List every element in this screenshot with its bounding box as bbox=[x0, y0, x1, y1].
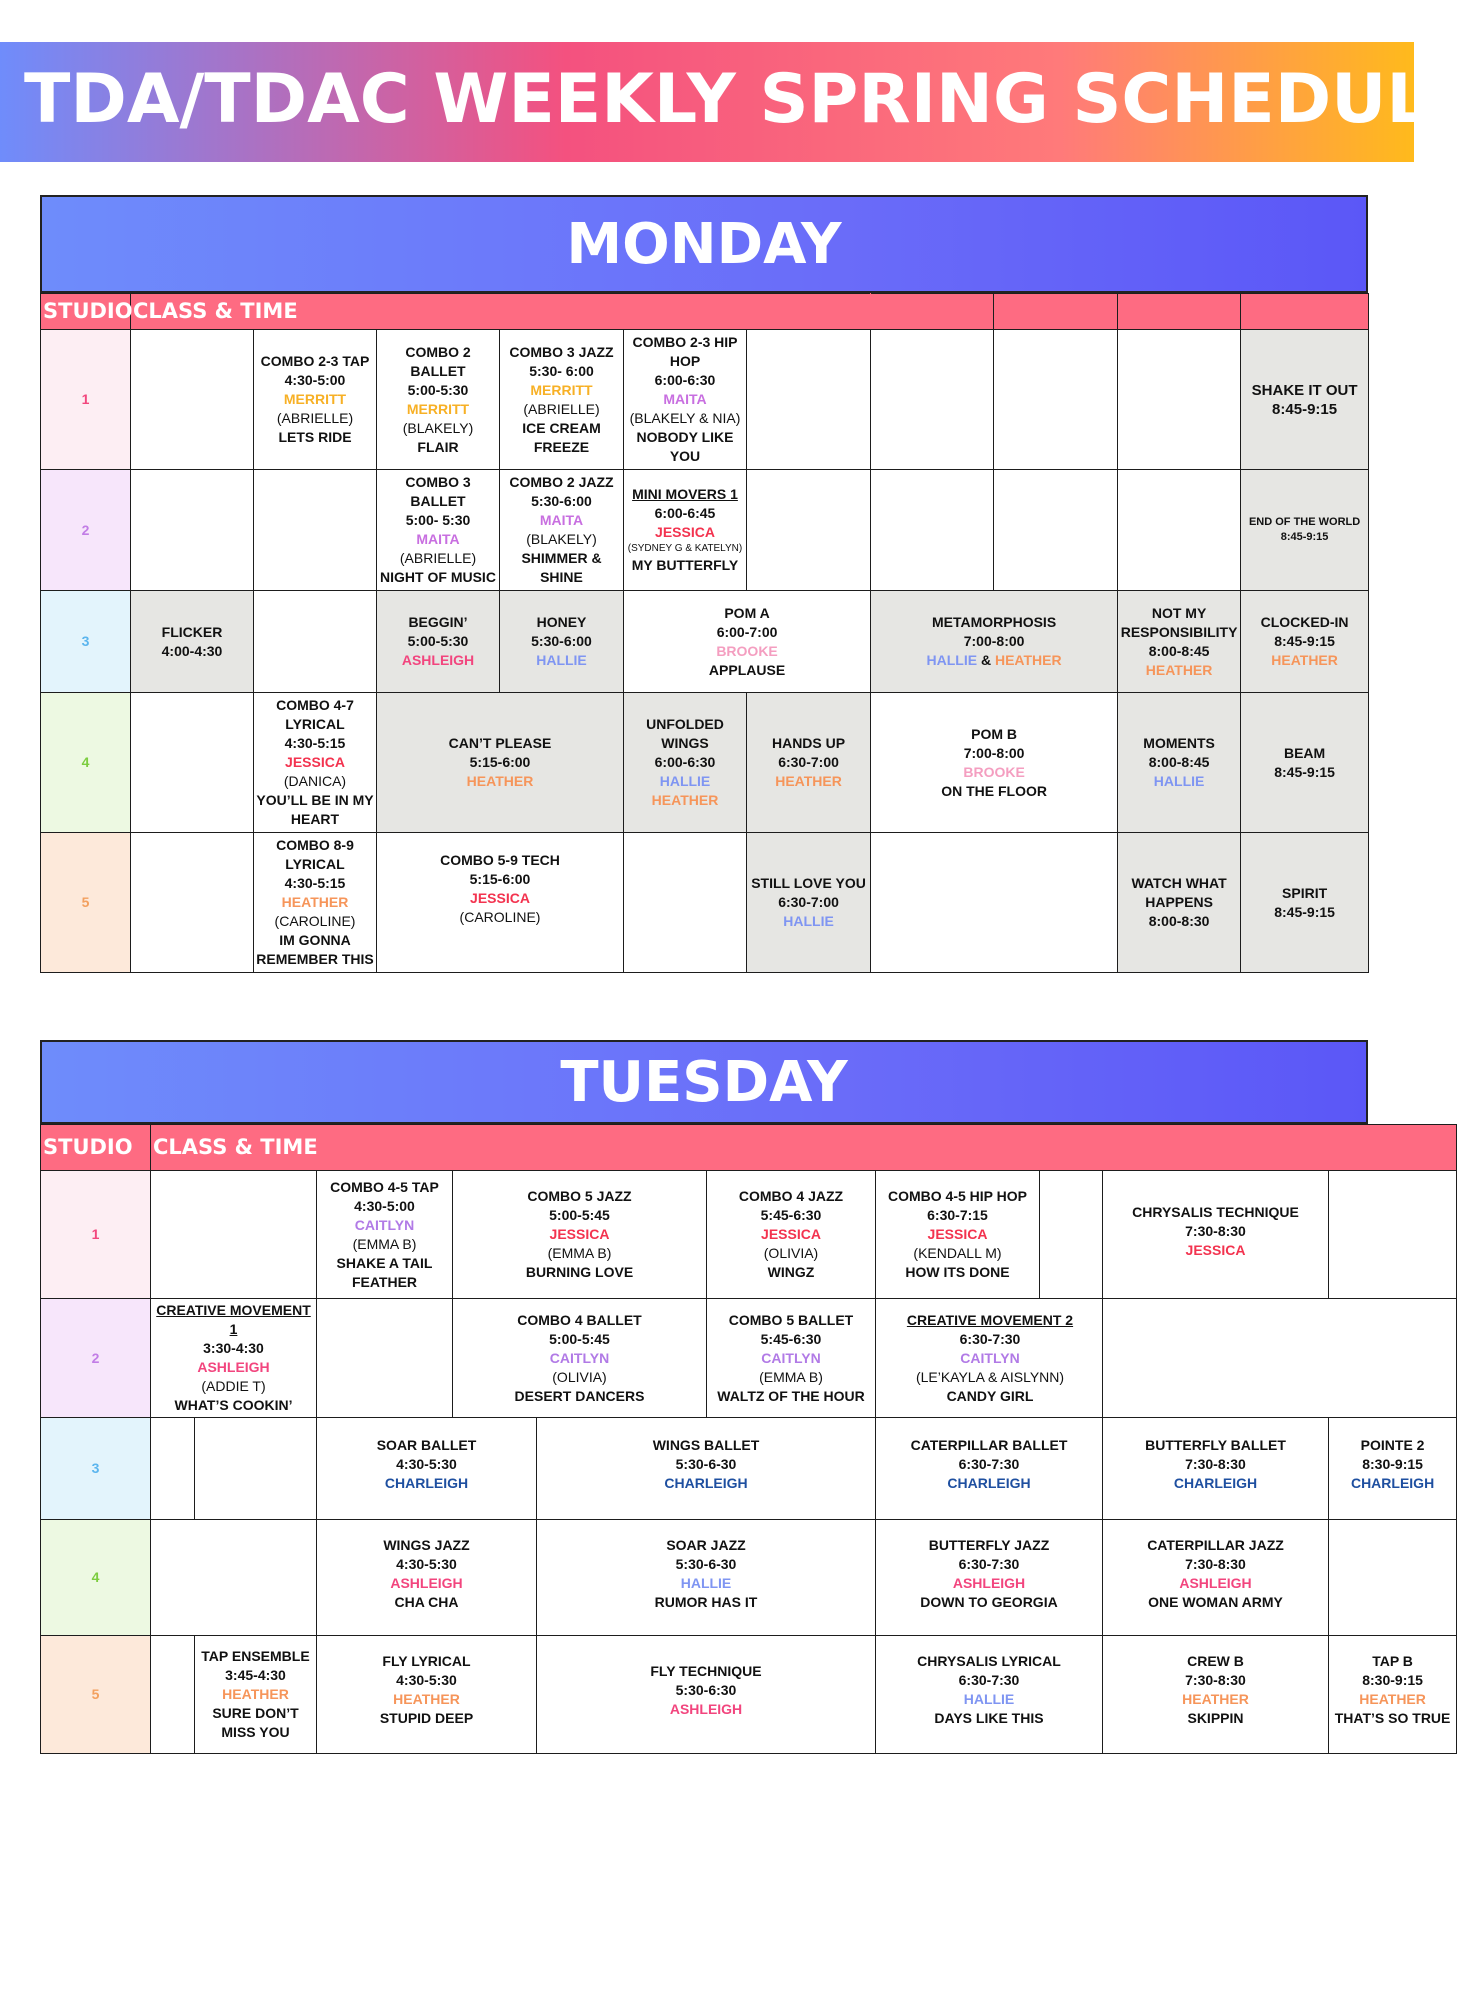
header-row bbox=[41, 294, 1369, 330]
class-cell: COMBO 5 BALLET 5:45-6:30 CAITLYN (EMMA B) WALTZ OF THE HOUR bbox=[707, 1299, 876, 1418]
header-row bbox=[41, 1125, 1457, 1171]
header-cell bbox=[994, 294, 1118, 330]
empty-slot bbox=[994, 470, 1118, 591]
empty-slot bbox=[195, 1418, 317, 1520]
class-cell: HANDS UP 6:30-7:00 HEATHER bbox=[747, 693, 871, 833]
class-cell: HONEY 5:30-6:00 HALLIE bbox=[500, 591, 624, 693]
class-cell: BEGGIN’ 5:00-5:30 ASHLEIGH bbox=[377, 591, 500, 693]
studio-header: STUDIO bbox=[41, 1125, 151, 1171]
studio-number: 4 bbox=[41, 693, 131, 833]
studio-number: 2 bbox=[41, 470, 131, 591]
instructor: HEATHER bbox=[281, 894, 349, 910]
empty-slot bbox=[994, 330, 1118, 470]
day-title: MONDAY bbox=[566, 211, 842, 277]
instructor: CHARLEIGH bbox=[1173, 1475, 1258, 1491]
empty-slot bbox=[317, 1299, 453, 1418]
monday-schedule bbox=[40, 195, 1368, 973]
instructor: CHARLEIGH bbox=[1350, 1475, 1435, 1491]
class-cell: WINGS JAZZ 4:30-5:30 ASHLEIGH CHA CHA bbox=[317, 1520, 537, 1636]
class-cell: TAP ENSEMBLE 3:45-4:30 HEATHER SURE DON’T MISS YOU bbox=[195, 1636, 317, 1754]
class-cell: POINTE 2 8:30-9:15 CHARLEIGH bbox=[1329, 1418, 1457, 1520]
studio-row-2 bbox=[41, 470, 1369, 591]
class-cell: BEAM 8:45-9:15 bbox=[1241, 693, 1369, 833]
instructor: MERRITT bbox=[406, 400, 470, 417]
class-cell: CREATIVE MOVEMENT 2 6:30-7:30 CAITLYN (LE’KAYLA & AISLYNN) CANDY GIRL bbox=[876, 1299, 1103, 1418]
studio-row-2 bbox=[41, 1299, 1457, 1418]
empty-slot bbox=[131, 330, 254, 470]
class-cell: FLY LYRICAL 4:30-5:30 HEATHER STUPID DEEP bbox=[317, 1636, 537, 1754]
class-cell: NOT MY RESPONSIBILITY 8:00-8:45 HEATHER bbox=[1118, 591, 1241, 693]
instructor: JESSICA bbox=[470, 890, 530, 906]
instructor: CAITLYN bbox=[960, 1349, 1020, 1366]
instructor: MERRITT bbox=[530, 381, 593, 398]
class-cell: MINI MOVERS 1 6:00-6:45 JESSICA (SYDNEY G & KATELYN) MY BUTTERFLY bbox=[624, 470, 747, 591]
studio-row-5 bbox=[41, 1636, 1457, 1754]
instructor: HEATHER bbox=[994, 652, 1062, 668]
class-cell: COMBO 4-5 HIP HOP 6:30-7:15 JESSICA (KENDALL M) HOW ITS DONE bbox=[876, 1171, 1040, 1299]
class-cell: CREATIVE MOVEMENT 1 3:30-4:30 ASHLEIGH (ADDIE T) WHAT’S COOKIN’ bbox=[151, 1299, 317, 1418]
studio-number: 1 bbox=[41, 1171, 151, 1299]
studio-row-3 bbox=[41, 591, 1369, 693]
instructor: MAITA bbox=[539, 512, 584, 528]
empty-slot bbox=[151, 1636, 195, 1754]
day-title: TUESDAY bbox=[560, 1049, 848, 1115]
class-cell: CHRYSALIS TECHNIQUE 7:30-8:30 JESSICA bbox=[1103, 1171, 1329, 1299]
studio-row-4 bbox=[41, 1520, 1457, 1636]
class-cell: WATCH WHAT HAPPENS 8:00-8:30 bbox=[1118, 833, 1241, 973]
studio-number: 3 bbox=[41, 1418, 151, 1520]
empty-slot bbox=[1103, 1299, 1457, 1418]
tuesday-table bbox=[40, 1124, 1457, 1754]
instructor: ASHLEIGH bbox=[952, 1575, 1026, 1591]
empty-slot bbox=[131, 693, 254, 833]
studio-number: 5 bbox=[41, 1636, 151, 1754]
instructor: HEATHER bbox=[1145, 661, 1213, 678]
class-cell: CLOCKED-IN 8:45-9:15 HEATHER bbox=[1241, 591, 1369, 693]
class-cell: COMBO 5 JAZZ 5:00-5:45 JESSICA (EMMA B) BURNING LOVE bbox=[453, 1171, 707, 1299]
instructor: HALLIE bbox=[926, 652, 978, 668]
class-cell: COMBO 4 BALLET 5:00-5:45 CAITLYN (OLIVIA) DESERT DANCERS bbox=[453, 1299, 707, 1418]
instructor: HALLIE bbox=[680, 1575, 732, 1591]
empty-slot bbox=[131, 833, 254, 973]
page-title: TDA/TDAC WEEKLY SPRING SCHEDULE bbox=[24, 60, 1476, 139]
class-cell: BUTTERFLY BALLET 7:30-8:30 CHARLEIGH bbox=[1103, 1418, 1329, 1520]
instructor: HEATHER bbox=[1359, 1691, 1426, 1707]
empty-slot bbox=[1329, 1171, 1457, 1299]
class-cell: COMBO 2-3 TAP 4:30-5:00 MERRITT (ABRIELLE) LETS RIDE bbox=[254, 330, 377, 470]
class-time-header: CLASS & TIME bbox=[151, 1125, 1457, 1171]
studio-row-5 bbox=[41, 833, 1369, 973]
class-cell: CHRYSALIS LYRICAL 6:30-7:30 HALLIE DAYS LIKE THIS bbox=[876, 1636, 1103, 1754]
class-cell: COMBO 4-7 LYRICAL 4:30-5:15 JESSICA (DANICA) YOU’LL BE IN MY HEART bbox=[254, 693, 377, 833]
empty-slot bbox=[151, 1418, 195, 1520]
instructor: HEATHER bbox=[222, 1686, 289, 1702]
instructor: CAITLYN bbox=[761, 1349, 821, 1366]
instructor: MERRITT bbox=[283, 391, 347, 407]
empty-slot bbox=[747, 470, 871, 591]
class-cell: SOAR BALLET 4:30-5:30 CHARLEIGH bbox=[317, 1418, 537, 1520]
class-cell: POM B 7:00-8:00 BROOKE ON THE FLOOR bbox=[871, 693, 1118, 833]
class-cell: STILL LOVE YOU 6:30-7:00 HALLIE bbox=[747, 833, 871, 973]
empty-slot bbox=[624, 833, 747, 973]
instructor: HALLIE bbox=[783, 913, 834, 929]
instructor: CAITLYN bbox=[549, 1349, 610, 1366]
empty-slot bbox=[254, 470, 377, 591]
class-cell: CATERPILLAR BALLET 6:30-7:30 CHARLEIGH bbox=[876, 1418, 1103, 1520]
class-cell: COMBO 2 BALLET 5:00-5:30 MERRITT (BLAKELY) FLAIR bbox=[377, 330, 500, 470]
instructor: HALLIE bbox=[536, 652, 587, 668]
class-cell: COMBO 5-9 TECH 5:15-6:00 JESSICA (CAROLINE) bbox=[377, 833, 624, 973]
class-cell: FLICKER 4:00-4:30 bbox=[131, 591, 254, 693]
instructor: ASHLEIGH bbox=[197, 1359, 270, 1375]
studio-row-3 bbox=[41, 1418, 1457, 1520]
header-cell bbox=[871, 294, 994, 330]
instructor: CHARLEIGH bbox=[664, 1475, 748, 1491]
empty-slot bbox=[151, 1520, 317, 1636]
studio-number: 2 bbox=[41, 1299, 151, 1418]
class-cell: SPIRIT 8:45-9:15 bbox=[1241, 833, 1369, 973]
monday-table bbox=[40, 293, 1369, 973]
class-cell: COMBO 3 BALLET 5:00- 5:30 MAITA (ABRIELLE) NIGHT OF MUSIC bbox=[377, 470, 500, 591]
studio-row-1 bbox=[41, 330, 1369, 470]
class-cell: CATERPILLAR JAZZ 7:30-8:30 ASHLEIGH ONE WOMAN ARMY bbox=[1103, 1520, 1329, 1636]
class-cell: FLY TECHNIQUE 5:30-6:30 ASHLEIGH bbox=[537, 1636, 876, 1754]
class-cell: WINGS BALLET 5:30-6-30 CHARLEIGH bbox=[537, 1418, 876, 1520]
class-cell: END OF THE WORLD 8:45-9:15 bbox=[1241, 470, 1369, 591]
empty-slot bbox=[871, 330, 994, 470]
instructor: HEATHER bbox=[1182, 1691, 1249, 1707]
class-cell: MOMENTS 8:00-8:45 HALLIE bbox=[1118, 693, 1241, 833]
class-cell: SOAR JAZZ 5:30-6-30 HALLIE RUMOR HAS IT bbox=[537, 1520, 876, 1636]
class-cell: TAP B 8:30-9:15 HEATHER THAT’S SO TRUE bbox=[1329, 1636, 1457, 1754]
studio-row-4 bbox=[41, 693, 1369, 833]
empty-slot bbox=[871, 470, 994, 591]
instructor: JESSICA bbox=[761, 1226, 821, 1242]
studio-number: 5 bbox=[41, 833, 131, 973]
class-cell: BUTTERFLY JAZZ 6:30-7:30 ASHLEIGH DOWN TO GEORGIA bbox=[876, 1520, 1103, 1636]
instructor: JESSICA bbox=[655, 524, 715, 540]
class-cell: COMBO 4-5 TAP 4:30-5:00 CAITLYN (EMMA B) SHAKE A TAIL FEATHER bbox=[317, 1171, 453, 1299]
instructor: MAITA bbox=[663, 391, 707, 407]
instructor: HALLIE bbox=[963, 1691, 1015, 1707]
class-cell: UNFOLDED WINGS 6:00-6:30 HALLIE HEATHER bbox=[624, 693, 747, 833]
instructor: HEATHER bbox=[466, 773, 534, 789]
class-cell: COMBO 3 JAZZ 5:30- 6:00 MERRITT (ABRIELLE) ICE CREAM FREEZE bbox=[500, 330, 624, 470]
class-cell: CAN’T PLEASE 5:15-6:00 HEATHER bbox=[377, 693, 624, 833]
instructor: JESSICA bbox=[927, 1226, 988, 1242]
header-cell bbox=[1241, 294, 1369, 330]
studio-number: 4 bbox=[41, 1520, 151, 1636]
empty-slot bbox=[1329, 1520, 1457, 1636]
instructor: HALLIE bbox=[659, 773, 711, 789]
monday-header bbox=[40, 195, 1368, 293]
instructor: CHARLEIGH bbox=[947, 1475, 1031, 1491]
tuesday-header bbox=[40, 1040, 1368, 1124]
class-cell: COMBO 2 JAZZ 5:30-6:00 MAITA (BLAKELY) SHIMMER & SHINE bbox=[500, 470, 624, 591]
empty-slot bbox=[131, 470, 254, 591]
class-cell: SHAKE IT OUT 8:45-9:15 bbox=[1241, 330, 1369, 470]
empty-slot bbox=[1040, 1171, 1103, 1299]
class-time-header: CLASS & TIME bbox=[131, 294, 871, 330]
studio-number: 1 bbox=[41, 330, 131, 470]
empty-slot bbox=[254, 591, 377, 693]
class-cell: CREW B 7:30-8:30 HEATHER SKIPPIN bbox=[1103, 1636, 1329, 1754]
instructor: JESSICA bbox=[549, 1226, 610, 1242]
empty-slot bbox=[747, 330, 871, 470]
instructor: JESSICA bbox=[1185, 1242, 1246, 1258]
class-cell: METAMORPHOSIS 7:00-8:00 HALLIE & HEATHER bbox=[871, 591, 1118, 693]
title-banner bbox=[0, 42, 1476, 162]
instructor: BROOKE bbox=[963, 763, 1025, 780]
instructor: HEATHER bbox=[393, 1691, 460, 1707]
studio-row-1 bbox=[41, 1171, 1457, 1299]
empty-slot bbox=[151, 1171, 317, 1299]
instructor: CHARLEIGH bbox=[384, 1475, 469, 1491]
instructor: BROOKE bbox=[716, 642, 778, 659]
instructor: CAITLYN bbox=[354, 1216, 415, 1233]
instructor: HEATHER bbox=[775, 773, 842, 789]
instructor: ASHLEIGH bbox=[390, 1575, 463, 1591]
empty-slot bbox=[1118, 470, 1241, 591]
instructor: HEATHER bbox=[651, 792, 719, 808]
instructor: MAITA bbox=[416, 531, 460, 547]
instructor: ASHLEIGH bbox=[401, 652, 475, 668]
class-cell: COMBO 4 JAZZ 5:45-6:30 JESSICA (OLIVIA) WINGZ bbox=[707, 1171, 876, 1299]
instructor: HALLIE bbox=[1153, 773, 1205, 789]
header-cell bbox=[1118, 294, 1241, 330]
instructor: ASHLEIGH bbox=[669, 1701, 743, 1717]
studio-number: 3 bbox=[41, 591, 131, 693]
empty-slot bbox=[871, 833, 1118, 973]
instructor: JESSICA bbox=[285, 754, 345, 770]
tuesday-schedule bbox=[40, 1040, 1451, 1754]
class-cell: COMBO 8-9 LYRICAL 4:30-5:15 HEATHER (CAROLINE) IM GONNA REMEMBER THIS bbox=[254, 833, 377, 973]
empty-slot bbox=[1118, 330, 1241, 470]
class-cell: COMBO 2-3 HIP HOP 6:00-6:30 MAITA (BLAKELY & NIA) NOBODY LIKE YOU bbox=[624, 330, 747, 470]
class-cell: POM A 6:00-7:00 BROOKE APPLAUSE bbox=[624, 591, 871, 693]
instructor: HEATHER bbox=[1271, 652, 1338, 668]
studio-header: STUDIO bbox=[41, 294, 131, 330]
instructor: ASHLEIGH bbox=[1179, 1575, 1252, 1591]
